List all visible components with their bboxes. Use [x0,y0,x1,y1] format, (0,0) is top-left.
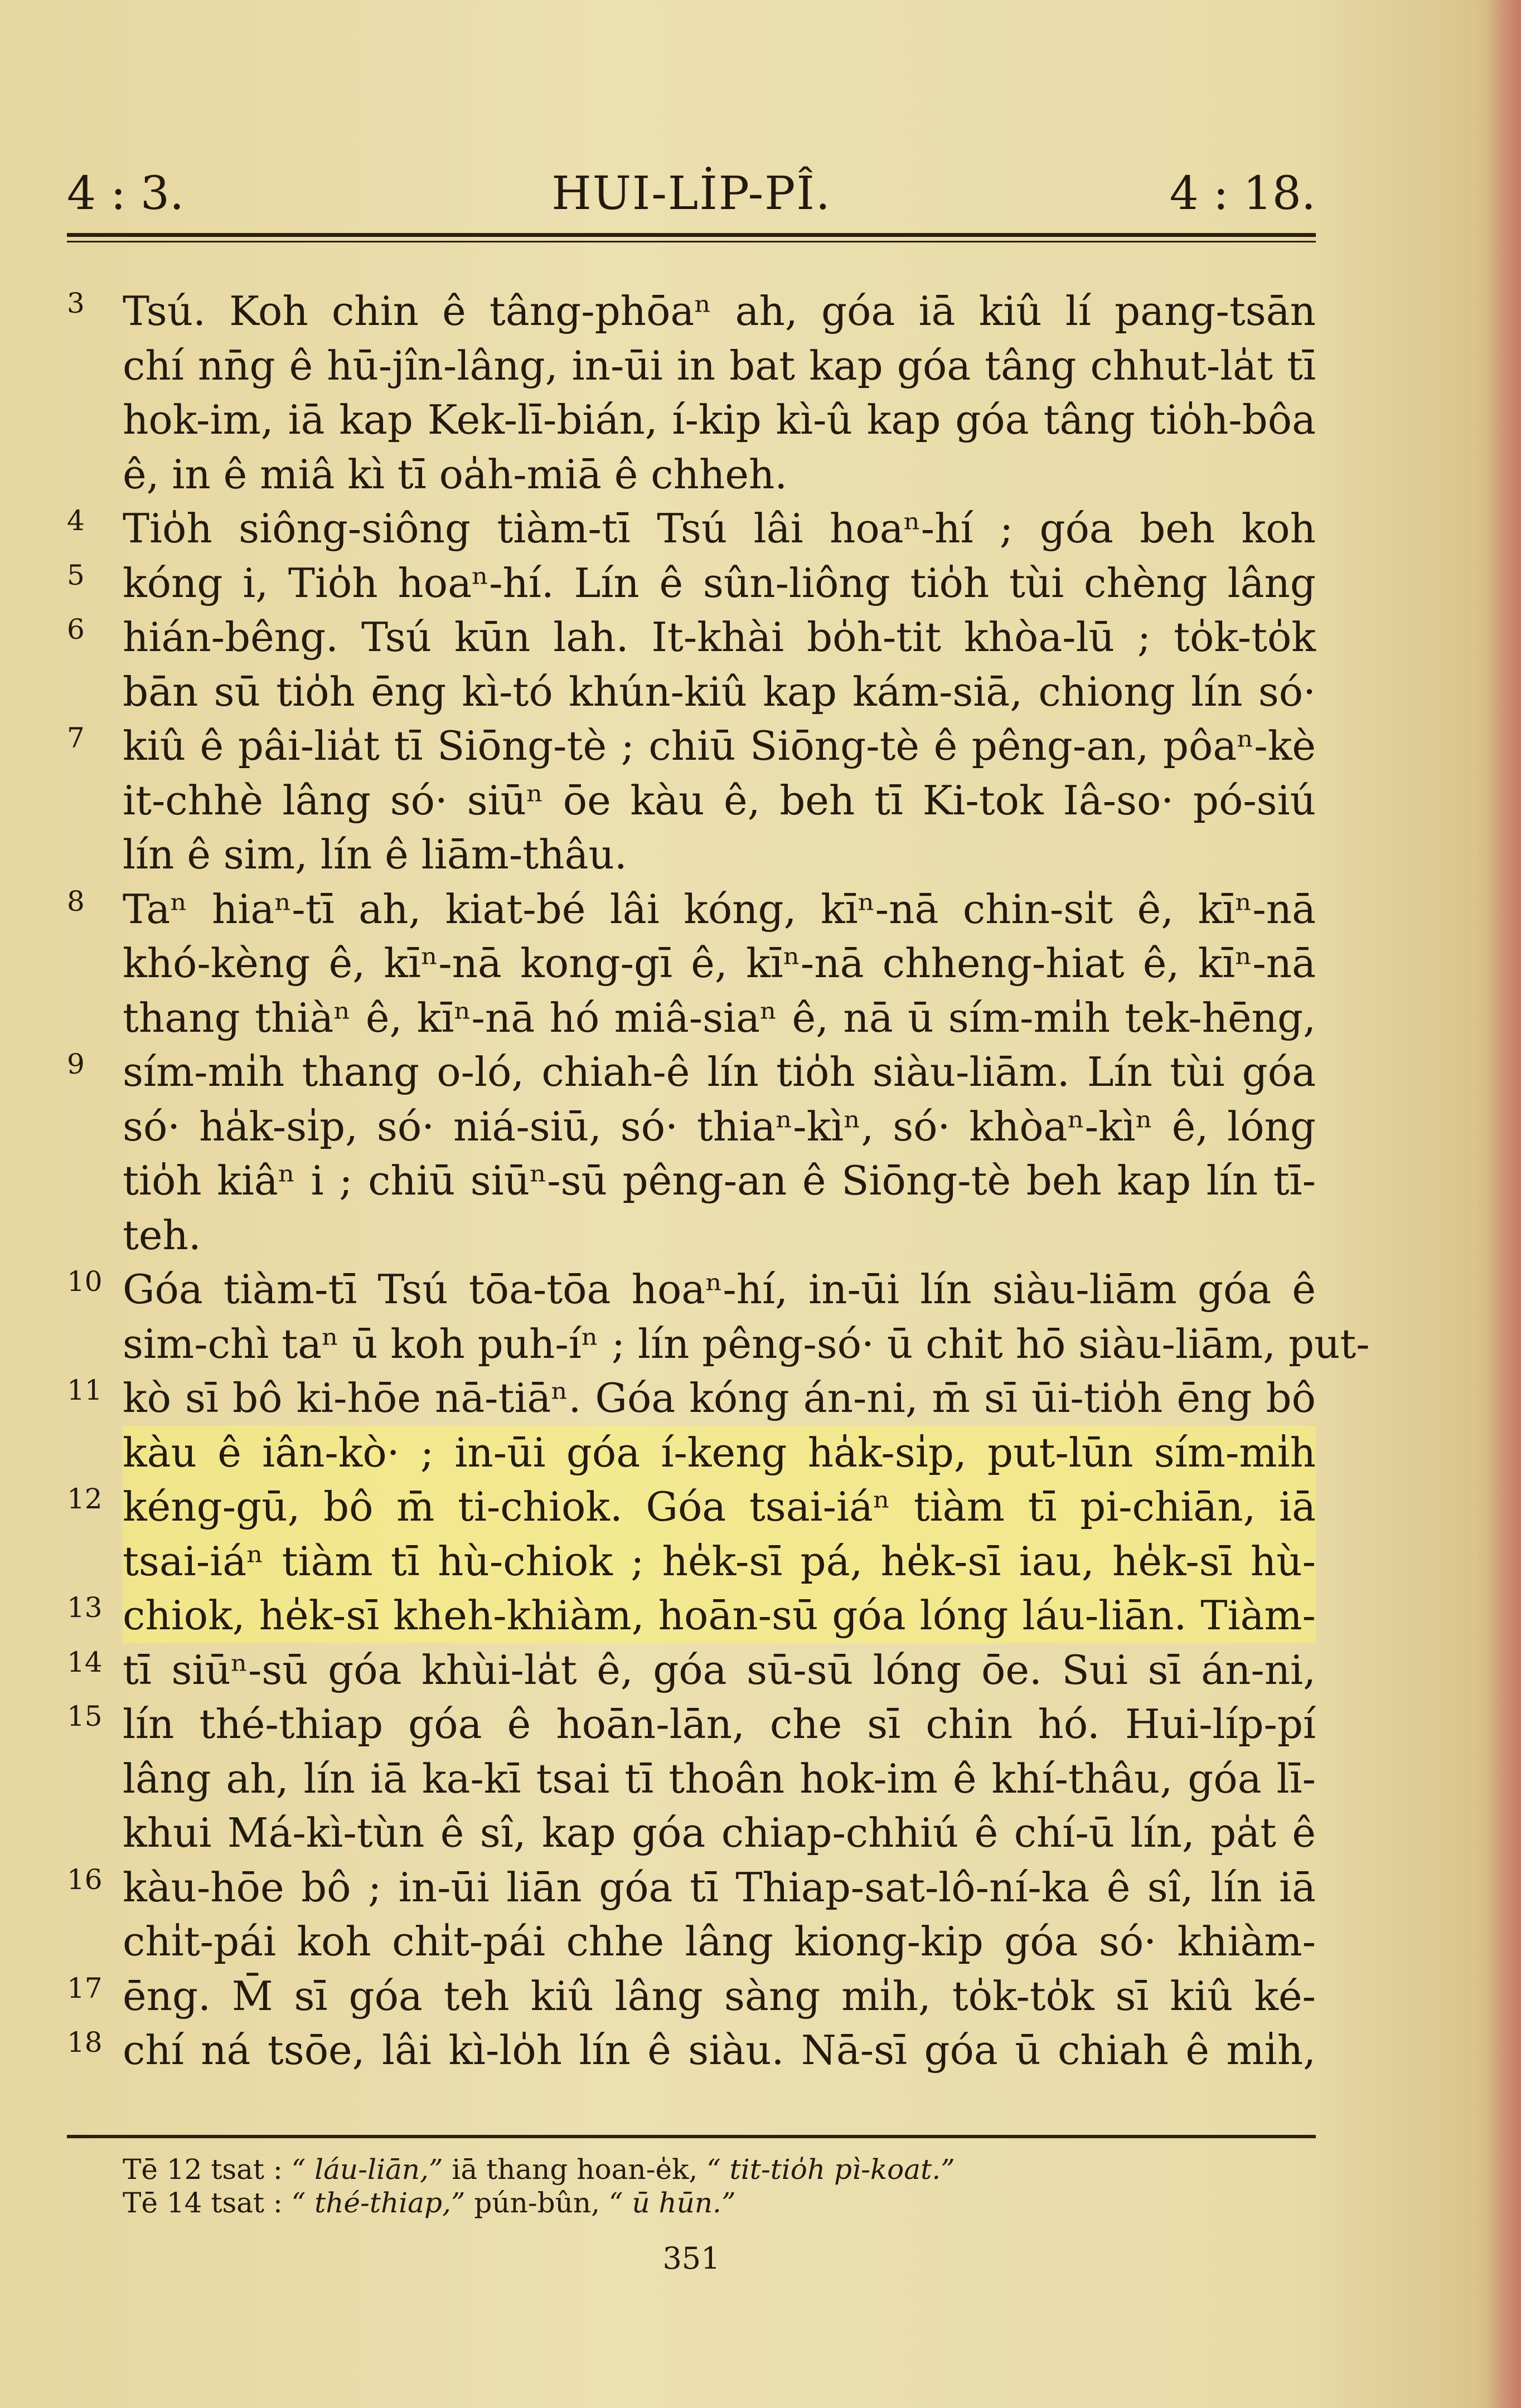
footnote-gloss: pún-bûn, [474,2187,600,2219]
line-text: lâng ah, lín iā ka-kī tsai tī thoân hok-im ê khí-thâu, góa lī- [123,1755,1316,1802]
verse-number: 9 [67,1048,85,1080]
line-text: chí ná tsōe, lâi kì-lo̍h lín ê siàu. Nā-sī góa ū chiah ê mi̍h, [123,2027,1316,2074]
verse-number: 15 [67,1700,103,1732]
header-rule-thin [67,241,1316,242]
verse-number: 4 [67,504,85,537]
verse-number: 18 [67,2026,103,2059]
text-line [123,1154,1316,1208]
footnote-term: “ láu-liān,” [291,2153,443,2186]
line-text: lín ê sim, lín ê liām-thâu. [123,831,627,878]
running-header [67,167,1316,223]
line-text: lín thé-thiap góa ê hoān-lān, che sī chin hó. Hui-líp-pí [123,1701,1316,1747]
verse-number: 10 [67,1265,103,1298]
text-line [123,828,1316,882]
line-text: hián-bêng. Tsú kūn lah. It-khài bo̍h-tit khòa-lū ; to̍k-to̍k [123,614,1316,661]
footnote [123,2153,1294,2186]
footnote-prefix: Tē 14 tsat : [123,2187,283,2219]
text-line [123,393,1316,448]
text-line [123,774,1316,828]
verse-number: 8 [67,885,85,917]
line-text: só· ha̍k-si̍p, só· niá-siū, só· thiaⁿ-kìⁿ, só· khòaⁿ-kìⁿ ê, lóng [123,1103,1316,1150]
line-text: sim-chì taⁿ ū koh puh-íⁿ ; lín pêng-só· ū chit hō siàu-liām, put- [123,1320,1370,1367]
line-text: kéng-gū, bô m̄ ti-chiok. Góa tsai-iáⁿ tiàm tī pi-chiān, iā [123,1483,1316,1530]
text-line [123,1806,1316,1861]
footnote-prefix: Tē 12 tsat : [123,2153,283,2186]
text-line [67,284,1316,339]
line-text: chí nn̄g ê hū-jîn-lâng, in-ūi in bat kap góa tâng chhut-la̍t tī [123,342,1316,389]
line-text: kàu-hōe bô ; in-ūi liān góa tī Thiap-sat-lô-ní-ka ê sî, lín iā [123,1863,1316,1911]
text-line [123,1426,1316,1480]
verse-number: 6 [67,613,85,645]
text-line [67,882,1316,937]
footnote [123,2186,1294,2220]
text-line [123,339,1316,394]
verse-number: 3 [67,287,85,319]
text-line [123,665,1316,720]
text-line [67,1371,1316,1426]
line-text: thang thiàⁿ ê, kīⁿ-nā hó miâ-siaⁿ ê, nā ū sím-mi̍h tek-hēng, [123,994,1316,1041]
line-text: kàu ê iân-kò· ; in-ūi góa í-keng ha̍k-si̍p, put-lūn sím-mi̍h [123,1429,1316,1476]
text-line [123,991,1316,1046]
text-line [123,1752,1316,1807]
line-text: kiû ê pâi-lia̍t tī Siōng-tè ; chiū Siōng-tè ê pêng-an, pôaⁿ-kè [123,722,1316,769]
header-title: HUI-LİP-PÎ. [551,167,831,220]
footnote-rule [67,2135,1316,2138]
text-line [123,1317,1370,1372]
body-text [67,284,1370,2078]
verse-number: 14 [67,1645,103,1678]
line-text: hok-im, iā kap Kek-lī-bián, í-kip kì-û kap góa tâng tio̍h-bôa [123,396,1316,443]
text-line [67,1589,1316,1643]
verse-number: 12 [67,1483,103,1515]
text-line [67,1480,1316,1535]
page-number: 351 [662,2241,720,2276]
line-text: ê, in ê miâ kì tī oa̍h-miā ê chheh. [123,450,788,498]
text-line [123,936,1316,991]
line-text: Tsú. Koh chin ê tâng-phōaⁿ ah, góa iā kiû lí pang-tsān [123,288,1316,334]
line-text: khui Má-kì-tùn ê sî, kap góa chiap-chhiú ê chí-ū lín, pa̍t ê [123,1809,1316,1856]
header-rule [67,233,1316,237]
text-line [67,1045,1316,1100]
line-text: khó-kèng ê, kīⁿ-nā kong-gī ê, kīⁿ-nā chheng-hiat ê, kīⁿ-nā [123,940,1316,987]
text-line [67,1263,1316,1317]
line-text: tsai-iáⁿ tiàm tī hù-chiok ; he̍k-sī pá, he̍k-sī iau, he̍k-sī hù- [123,1537,1316,1585]
footnote-gloss: iā thang hoan-e̍k, [452,2153,698,2186]
line-text: kò sī bô ki-hōe nā-tiāⁿ. Góa kóng án-ni, m̄ sī ūi-tio̍h ēng bô [123,1375,1316,1421]
text-line [67,1643,1316,1698]
verse-number: 5 [67,559,85,591]
footnote-alt: “ ū hūn.” [608,2187,736,2219]
text-line [123,448,1316,502]
verse-number: 17 [67,1972,103,2004]
verse-number: 16 [67,1863,103,1896]
text-line [67,556,1316,611]
text-line [67,502,1316,556]
line-text: chiok, he̍k-sī kheh-khiàm, hoān-sū góa lóng láu-liān. Tiàm- [123,1592,1316,1639]
header-right-ref: 4 : 18. [1169,167,1316,220]
line-text: bān sū tio̍h ēng kì-tó khún-kiû kap kám-siā, chiong lín só· [123,668,1316,715]
text-line [67,719,1316,774]
line-text: tio̍h kiâⁿ i ; chiū siūⁿ-sū pêng-an ê Siōng-tè beh kap lín tī- [123,1157,1316,1204]
page-edge [1488,0,1521,2408]
line-text: sím-mi̍h thang o-ló, chiah-ê lín tio̍h siàu-liām. Lín tùi góa [123,1048,1316,1095]
text-line [67,1861,1316,1915]
line-text: Góa tiàm-tī Tsú tōa-tōa hoaⁿ-hí, in-ūi lín siàu-liām góa ê [123,1266,1316,1313]
verse-number: 11 [67,1374,103,1406]
text-line [123,1208,1316,1263]
header-left-ref: 4 : 3. [67,167,185,220]
line-text: Taⁿ hiaⁿ-tī ah, kiat-bé lâi kóng, kīⁿ-nā chin-si̍t ê, kīⁿ-nā [123,885,1316,933]
text-line [67,610,1316,665]
line-text: Tio̍h siông-siông tiàm-tī Tsú lâi hoaⁿ-hí ; góa beh koh [123,505,1316,552]
line-text: it-chhè lâng só· siūⁿ ōe kàu ê, beh tī Ki-tok Iâ-so· pó-siú [123,776,1316,824]
line-text: chi̍t-pái koh chi̍t-pái chhe lâng kiong-kip góa só· khiàm- [123,1918,1316,1965]
text-line [123,1100,1316,1154]
text-line [67,1969,1316,2024]
text-line [67,2023,1316,2078]
line-text: kóng i, Tio̍h hoaⁿ-hí. Lín ê sûn-liông tio̍h tùi chèng lâng [123,559,1316,606]
line-text: teh. [123,1211,201,1259]
footnote-alt: “ tit-tio̍h pì-koat.” [706,2153,955,2186]
text-line [123,1535,1316,1589]
line-text: tī siūⁿ-sū góa khùi-la̍t ê, góa sū-sū lóng ōe. Sui sī án-ni, [123,1646,1316,1693]
text-line [67,1697,1316,1752]
footnotes [123,2153,1294,2220]
verse-number: 13 [67,1591,103,1624]
footnote-term: “ thé-thiap,” [291,2187,466,2219]
line-text: ēng. M̄ sī góa teh kiû lâng sàng mi̍h, to̍k-to̍k sī kiû ké- [123,1972,1316,2019]
text-line [123,1915,1316,1969]
verse-number: 7 [67,722,85,754]
